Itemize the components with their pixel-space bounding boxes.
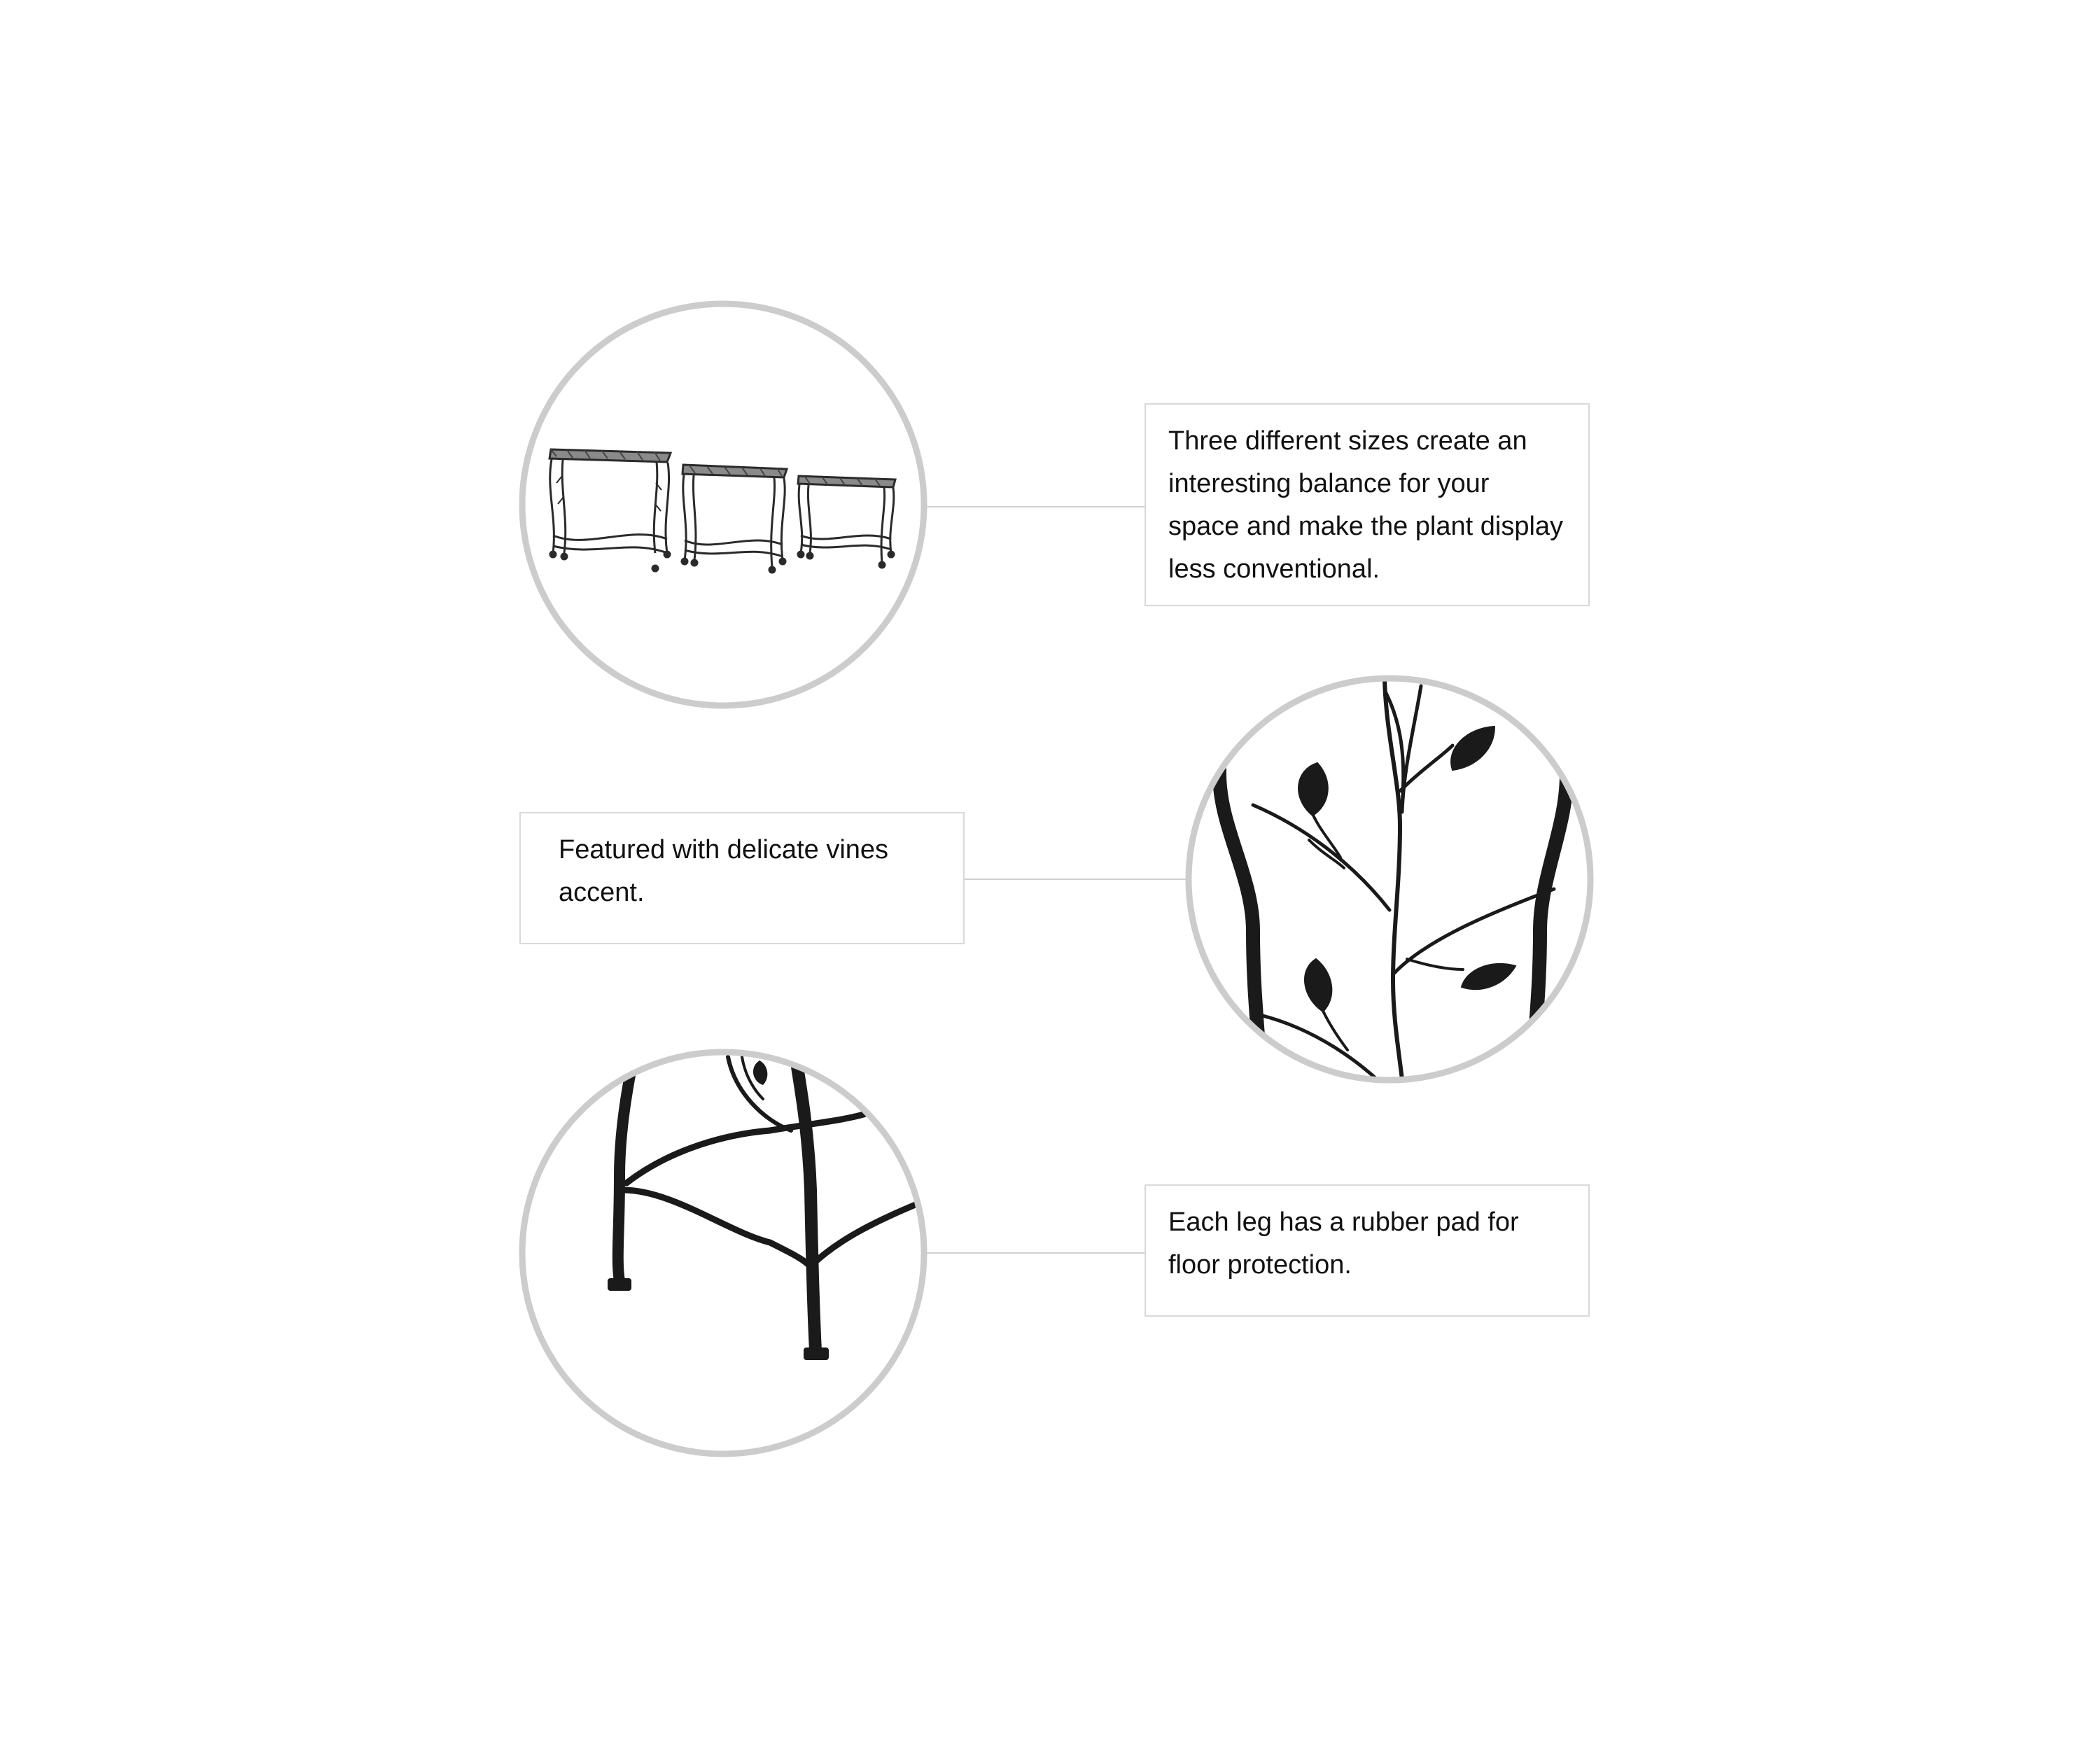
- rubber-pad-icon: [608, 1278, 631, 1291]
- vine-detail-image: [1189, 678, 1590, 1099]
- rubber-pad-icon: [804, 1348, 829, 1360]
- caption-vines-accent: Featured with delicate vines accent.: [519, 812, 965, 944]
- caption-three-sizes: Three different sizes create an interesting balance for your space and make the plant display less conventional.: [1144, 403, 1590, 606]
- caption-rubber-pad: Each leg has a rubber pad for floor protection.: [1144, 1184, 1590, 1317]
